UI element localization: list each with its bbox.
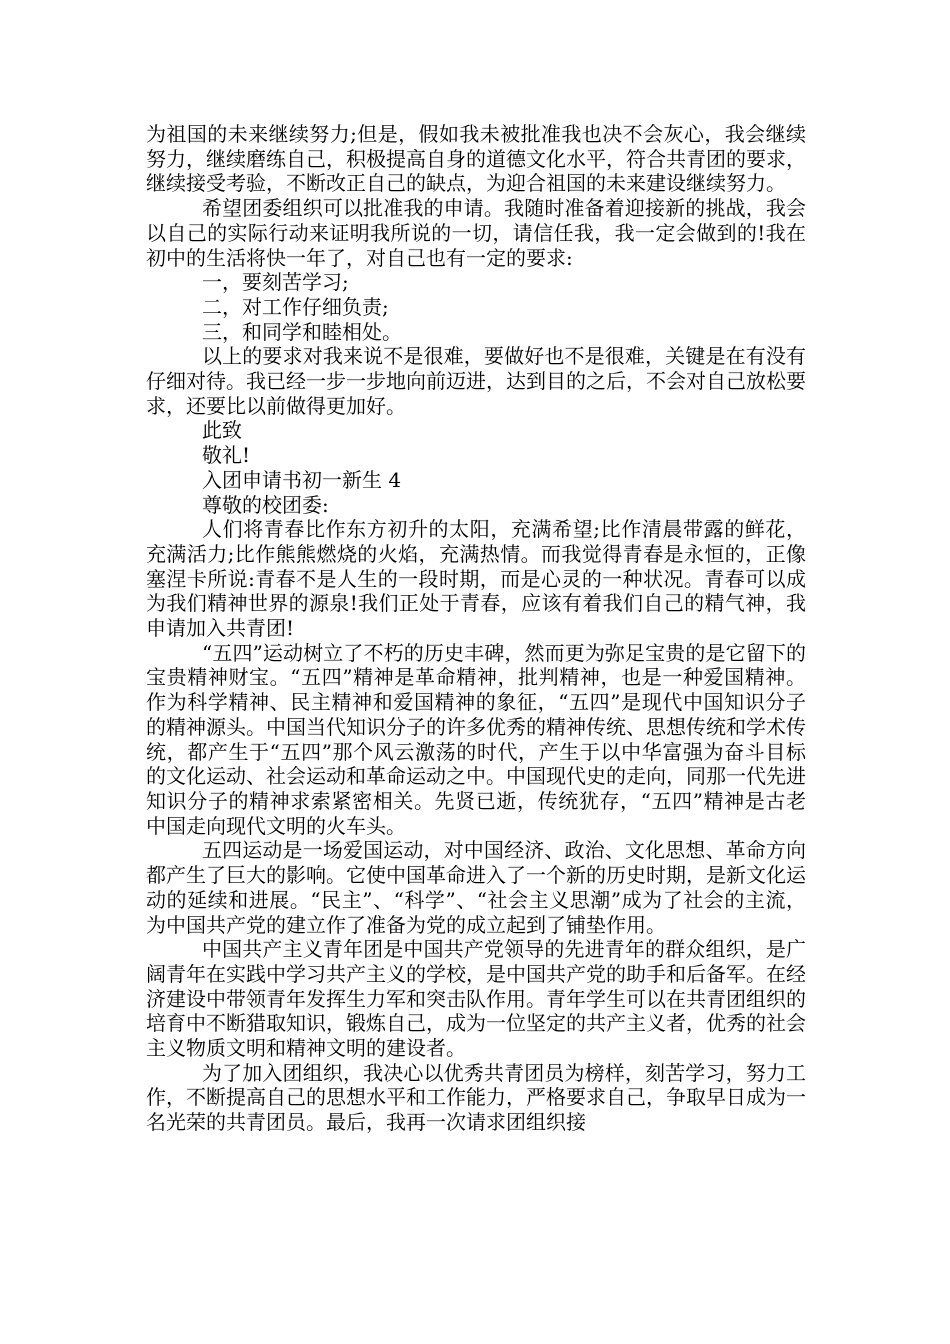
salutation: 尊敬的校团委: — [202, 492, 329, 517]
paragraph-youth-league: 中国共产主义青年团是中国共产党领导的先进青年的群众组织，是广阔青年在实践中学习共产主义的学校，是中国共产党的助手和后备军。在经济建设中带领青年发挥生力军和突击队作用。青年学生可以在共青团组织的培育中不断猎取知识，锻炼自己，成为一位坚定的共产主义者，优秀的社会主义物质文明和精神文明的建设者。 — [146, 937, 806, 1061]
list-item-work: 二，对工作仔细负责; — [202, 294, 389, 319]
list-item-classmates: 三，和同学和睦相处。 — [202, 319, 402, 344]
document-body — [146, 122, 806, 1135]
paragraph-requirements: 以上的要求对我来说不是很难，要做好也不是很难，关键是在有没有仔细对待。我已经一步一步地向前迈进，达到目的之后，不会对自己放松要求，还要比以前做得更加好。 — [146, 344, 806, 418]
paragraph-hope-approval: 希望团委组织可以批准我的申请。我随时准备着迎接新的挑战，我会以自己的实际行动来证明我所说的一切，请信任我，我一定会做到的!我在初中的生活将快一年了，对自己也有一定的要求: — [146, 196, 806, 270]
paragraph-continuation: 为祖国的未来继续努力;但是，假如我未被批准我也决不会灰心，我会继续努力，继续磨练自己，积极提高自身的道德文化水平，符合共青团的要求，继续接受考验，不断改正自己的缺点，为迎合祖国的未来建设继续努力。 — [146, 122, 806, 196]
section-title: 入团申请书初一新生 4 — [202, 467, 402, 492]
paragraph-determination: 为了加入团组织，我决心以优秀共青团员为榜样，刻苦学习，努力工作，不断提高自己的思想水平和工作能力，严格要求自己，争取早日成为一名光荣的共青团员。最后，我再一次请求团组织接 — [146, 1060, 806, 1135]
paragraph-may-fourth-movement: 五四运动是一场爱国运动，对中国经济、政治、文化思想、革命方向都产生了巨大的影响。它使中国革命进入了一个新的历史时期，是新文化运动的延续和进展。“民主”、“科学”、“社会主义思潮”成为了社会的主流，为中国共产党的建立作了准备为党的成立起到了铺垫作用。 — [146, 838, 806, 937]
paragraph-may-fourth-spirit: “五四”运动树立了不朽的历史丰碑，然而更为弥足宝贵的是它留下的宝贵精神财宝。“五四”精神是革命精神，批判精神，也是一种爱国精神。作为科学精神、民主精神和爱国精神的象征，“五四”是现代中国知识分子的精神源头。中国当代知识分子的许多优秀的精神传统、思想传统和学术传统，都产生于“五四”那个风云激荡的时代，产生于以中华富强为奋斗目标的文化运动、社会运动和革命运动之中。中国现代史的走向，同那一代先进知识分子的精神求索紧密相关。先贤已逝，传统犹存，“五四”精神是古老中国走向现代文明的火车头。 — [146, 640, 806, 838]
closing-cizhi: 此致 — [202, 418, 242, 443]
closing-jingli: 敬礼! — [202, 443, 251, 468]
list-item-study: 一，要刻苦学习; — [202, 270, 349, 295]
paragraph-youth: 人们将青春比作东方初升的太阳，充满希望;比作清晨带露的鲜花，充满活力;比作熊熊燃烧的火焰，充满热情。而我觉得青春是永恒的，正像塞涅卡所说:青春不是人生的一段时期，而是心灵的一种状况。青春可以成为我们精神世界的源泉!我们正处于青春，应该有着我们自己的精气神，我申请加入共青团! — [146, 517, 806, 641]
